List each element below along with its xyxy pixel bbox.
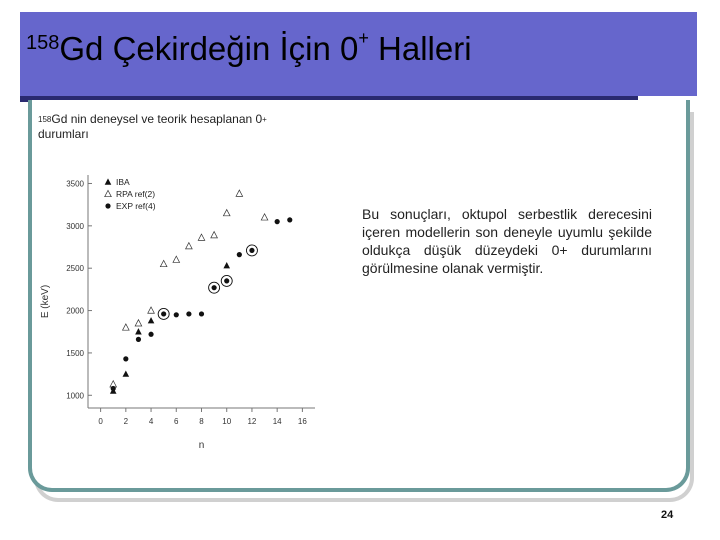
x-tick-label: 10 <box>222 417 232 426</box>
data-point-2-4 <box>161 311 166 316</box>
legend-label-0: IBA <box>116 177 130 187</box>
data-point-1-3 <box>148 307 155 313</box>
x-axis-label: n <box>198 440 205 451</box>
data-point-2-1 <box>123 356 128 361</box>
data-point-2-6 <box>186 311 191 316</box>
data-point-2-10 <box>237 252 242 257</box>
x-tick-label: 14 <box>272 417 282 426</box>
body-text: Bu sonuçları, oktupol serbestlik derecesini içeren modellerin son deneyle uyumlu şekilde oldukça düşük düzeydeki 0+ durumlarını görülmesine olanak vermiştir. <box>362 206 652 276</box>
data-point-1-9 <box>223 210 230 216</box>
data-point-2-12 <box>275 219 280 224</box>
slide-title <box>26 30 472 68</box>
caption-superscript: + <box>262 115 267 124</box>
data-point-2-0 <box>111 386 116 391</box>
title-mass-number: 158 <box>26 32 60 54</box>
data-point-0-2 <box>135 328 142 334</box>
data-point-1-2 <box>135 320 142 326</box>
legend-marker-1 <box>105 190 112 196</box>
data-point-1-1 <box>123 324 130 330</box>
title-superscript: + <box>358 28 369 48</box>
data-point-2-3 <box>148 332 153 337</box>
y-tick-label: 3500 <box>66 179 84 189</box>
data-point-1-10 <box>236 190 243 196</box>
x-tick-label: 16 <box>297 417 307 426</box>
data-point-2-11 <box>249 248 254 253</box>
data-point-1-4 <box>160 260 167 266</box>
data-point-2-5 <box>174 312 179 317</box>
legend-marker-2 <box>105 203 110 208</box>
caption-main: Gd nin deneysel ve teorik hesaplanan 0 <box>51 112 263 126</box>
data-point-1-6 <box>186 243 193 249</box>
caption-mass-number: 158 <box>38 115 52 124</box>
title-end: Halleri <box>368 30 472 67</box>
data-point-1-5 <box>173 256 180 262</box>
x-tick-label: 0 <box>98 417 103 426</box>
x-tick-label: 6 <box>174 417 179 426</box>
data-point-2-8 <box>212 285 217 290</box>
page-number: 24 <box>661 509 674 521</box>
y-axis-label: E (keV) <box>40 284 51 319</box>
data-point-1-7 <box>198 234 205 240</box>
y-tick-label: 1000 <box>66 391 84 401</box>
y-tick-label: 2000 <box>66 306 84 316</box>
data-point-1-8 <box>211 232 218 238</box>
data-point-2-13 <box>287 217 292 222</box>
y-tick-label: 2500 <box>66 264 84 274</box>
x-tick-label: 4 <box>148 417 154 426</box>
legend-label-1: RPA ref(2) <box>116 189 156 199</box>
data-point-0-4 <box>223 262 230 268</box>
y-tick-label: 1500 <box>66 348 84 358</box>
legend-label-2: EXP ref(4) <box>116 201 156 211</box>
data-point-0-1 <box>123 371 130 377</box>
figure-caption <box>38 112 338 142</box>
title-main: Gd Çekirdeğin İçin 0 <box>59 30 359 67</box>
data-point-2-2 <box>136 337 141 342</box>
legend-marker-0 <box>105 178 112 184</box>
data-point-0-3 <box>148 317 155 323</box>
x-tick-label: 12 <box>247 417 257 426</box>
data-point-2-9 <box>224 278 229 283</box>
scatter-chart <box>30 160 330 460</box>
data-point-2-7 <box>199 311 204 316</box>
x-tick-label: 2 <box>123 417 129 426</box>
data-point-1-11 <box>261 214 268 220</box>
caption-end: durumları <box>38 127 89 141</box>
y-tick-label: 3000 <box>66 221 84 231</box>
x-tick-label: 8 <box>199 417 204 426</box>
